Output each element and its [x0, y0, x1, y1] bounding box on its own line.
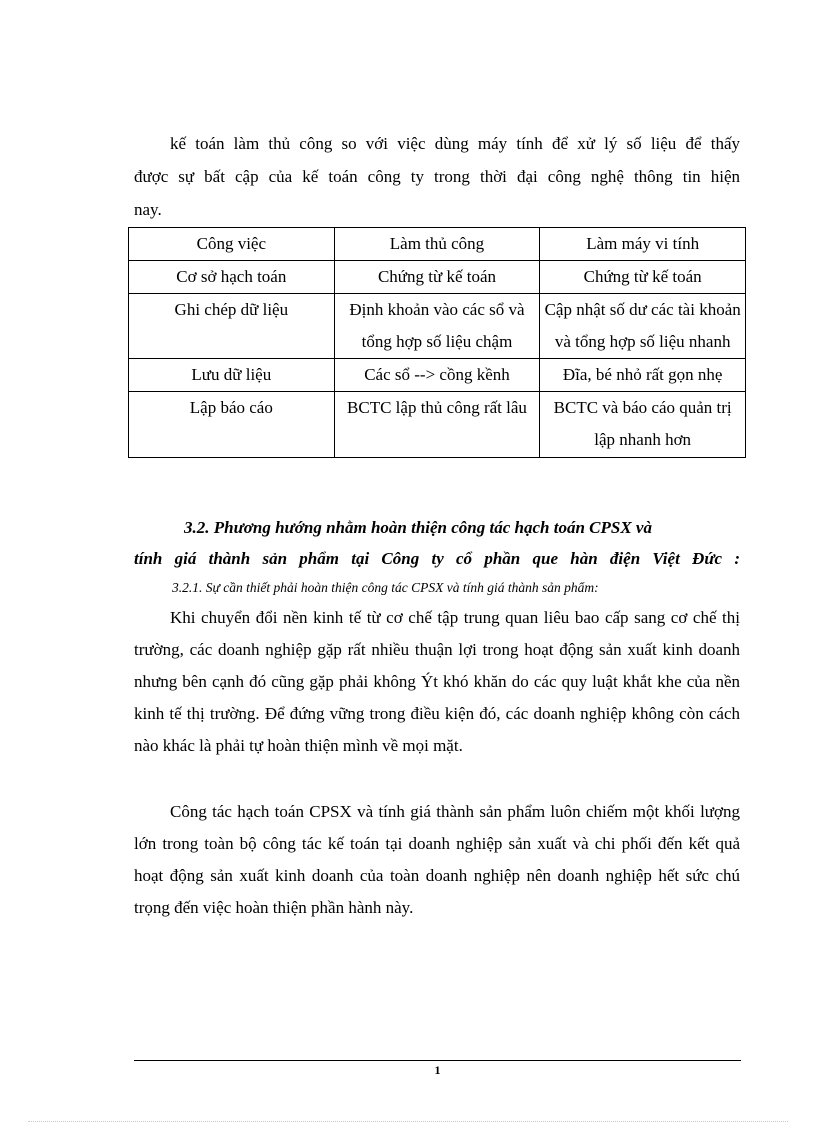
page-number: 1: [434, 1063, 441, 1077]
table-cell: Lập báo cáo: [129, 392, 335, 458]
intro-line: nay.: [134, 200, 162, 219]
table-row: [129, 392, 746, 458]
body-paragraph: Khi chuyển đổi nền kinh tế từ cơ chế tập trung quan liêu bao cấp sang cơ chế thị trường, các doanh nghiệp gặp rất nhiều thuận lợi trong hoạt động sản xuất kinh doanh nhưng bên cạnh đó cũng gặp phải không Ýt khó khăn do các quy luật khắt khe của nền kinh tế thị trường. Để đứng vững trong điều kiện đó, các doanh nghiệp không còn cách nào khác là phải tự hoàn thiện mình về mọi mặt.: [134, 608, 740, 755]
table-row: [129, 261, 746, 294]
intro-line: được sự bất cập của kế toán công ty trong thời đại công nghệ thông tin hiện: [134, 167, 740, 186]
table-header-cell: Làm thủ công: [334, 228, 540, 261]
table-row: [129, 359, 746, 392]
intro-line: kế toán làm thủ công so với việc dùng máy tính để xử lý số liệu để thấy: [170, 134, 740, 153]
table-cell: Ghi chép dữ liệu: [129, 294, 335, 359]
table-cell: Các sổ --> cồng kềnh: [334, 359, 540, 392]
table-cell: Cơ sở hạch toán: [129, 261, 335, 294]
table-cell: Chứng từ kế toán: [334, 261, 540, 294]
table-cell: Lưu dữ liệu: [129, 359, 335, 392]
table-cell: Chứng từ kế toán: [540, 261, 746, 294]
table-header-cell: Công việc: [129, 228, 335, 261]
page-edge-divider: [28, 1121, 788, 1122]
body-paragraph: Công tác hạch toán CPSX và tính giá thành sản phẩm luôn chiếm một khối lượng lớn trong toàn bộ công tác kế toán tại doanh nghiệp sản xuất và chi phối đến kết quả hoạt động sản xuất kinh doanh của toàn doanh nghiệp nên doanh nghiệp hết sức chú trọng đến việc hoàn thiện phần hành này.: [134, 802, 740, 917]
subsection-heading: 3.2.1. Sự cần thiết phải hoàn thiện công tác CPSX và tính giá thành sản phẩm:: [172, 580, 599, 595]
table-cell: Cập nhật số dư các tài khoản và tổng hợp số liệu nhanh: [540, 294, 746, 359]
table-row: [129, 294, 746, 359]
section-heading: [134, 512, 740, 574]
comparison-table: [128, 227, 746, 458]
footer-divider: [134, 1060, 741, 1061]
table-cell: BCTC lập thủ công rất lâu: [334, 392, 540, 458]
intro-paragraph: [134, 127, 740, 226]
table-header-row: [129, 228, 746, 261]
table-header-cell: Làm máy vi tính: [540, 228, 746, 261]
table-cell: BCTC và báo cáo quản trị lập nhanh hơn: [540, 392, 746, 458]
table-cell: Đĩa, bé nhỏ rất gọn nhẹ: [540, 359, 746, 392]
section-heading-line: 3.2. Phương hướng nhằm hoàn thiện công tác hạch toán CPSX và: [184, 518, 652, 537]
section-heading-line: tính giá thành sản phẩm tại Công ty cổ phần que hàn điện Việt Đức :: [134, 549, 740, 568]
table-cell: Định khoản vào các sổ và tổng hợp số liệu chậm: [334, 294, 540, 359]
